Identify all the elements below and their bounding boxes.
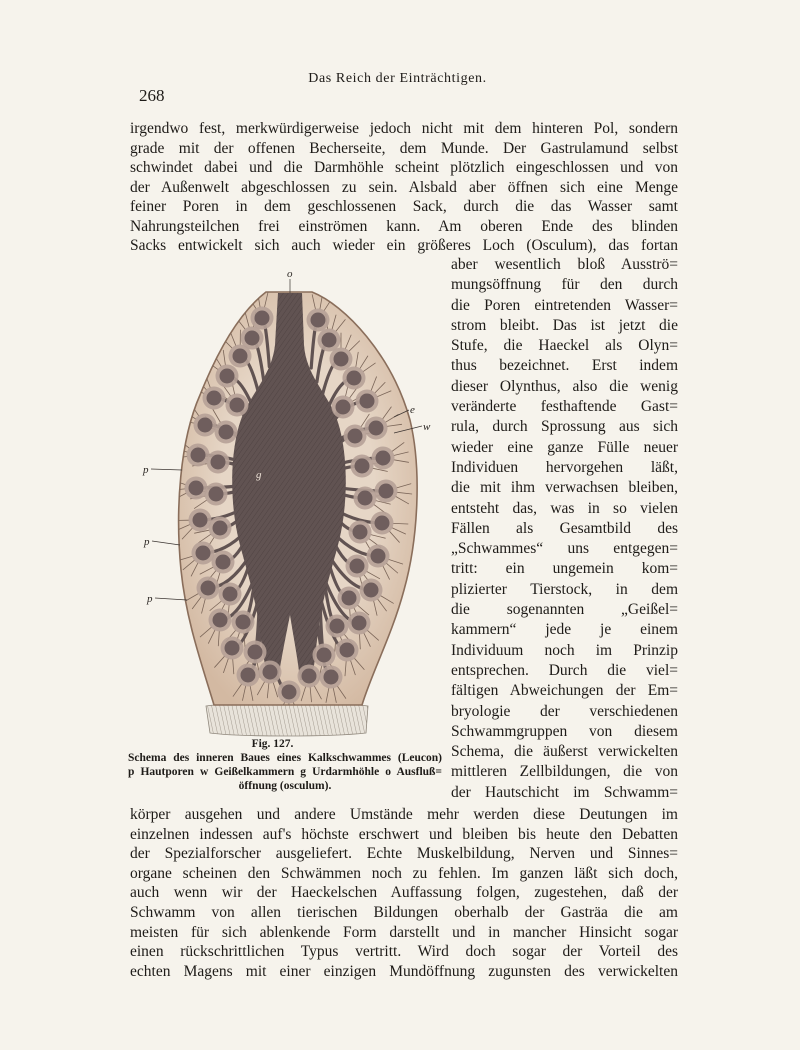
text-line: organe scheinen den Schwämmen noch zu fehlen. Im ganzen läßt sich doch,	[130, 864, 678, 882]
text-line: plizierter Tierstock, in dem	[451, 580, 678, 598]
flagellated-chamber	[352, 616, 367, 631]
flagellated-chamber	[263, 665, 278, 680]
flagellated-chamber	[336, 400, 351, 415]
text-line: Schema, die äußerst verwickelten	[451, 743, 678, 761]
text-line: Sacks entwickelt sich auch wieder ein größeres Loch (Osculum), das fortan	[130, 237, 678, 254]
flagellated-chamber	[207, 391, 222, 406]
flagellated-chamber	[334, 352, 349, 367]
text-line: irgendwo fest, merkwürdigerweise jedoch nicht mit dem hinteren Pol, sondern	[130, 120, 678, 137]
text-line: einen rückschrittlichen Typus vertritt. Wird doch sogar der Vorteil des	[130, 943, 678, 961]
text-line: bryologie der verschiedenen	[451, 702, 678, 720]
text-line: einzelnen indessen auf's höchste erschwert und bleiben bis heute den Debatten	[130, 825, 678, 843]
flagellated-chamber	[198, 418, 213, 433]
flagellated-chamber	[355, 459, 370, 474]
caption-line: Schema des inneren Baues eines Kalkschwammes (Leucon)	[128, 752, 442, 764]
flagellated-chamber	[376, 451, 391, 466]
flagellated-chamber	[216, 555, 231, 570]
flagellated-chamber	[201, 581, 216, 596]
text-line: tritt: ein ungemein kom=	[451, 560, 678, 578]
flagellated-chamber	[342, 591, 357, 606]
text-line: Schwammgruppen von diesem	[451, 722, 678, 740]
flagellated-chamber	[191, 448, 206, 463]
flagellated-chamber	[364, 583, 379, 598]
text-line: entsteht das, was in so vielen	[451, 499, 678, 517]
flagellated-chamber	[324, 670, 339, 685]
flagellated-chamber	[196, 546, 211, 561]
text-line: Fällen als Gesamtbild des	[451, 519, 678, 537]
flagellated-chamber	[213, 521, 228, 536]
text-line: veränderte festhaftende Gast=	[451, 398, 678, 416]
flagellated-chamber	[311, 313, 326, 328]
flagellated-chamber	[330, 619, 345, 634]
flagellated-chamber	[220, 369, 235, 384]
flagellated-chamber	[219, 425, 234, 440]
text-line: strom bleibt. Das ist jetzt die	[451, 316, 678, 334]
sponge-diagram	[130, 262, 442, 738]
text-line: Nahrungsteilchen frei einströmen kann. Am oberen Ende des blinden	[130, 217, 678, 235]
flagellated-chamber	[317, 648, 332, 663]
figure-caption	[128, 751, 442, 793]
leader-line	[151, 469, 182, 470]
text-line: auch wenn wir der Haeckelschen Auffassung folgen, zugestehen, daß der	[130, 884, 678, 902]
text-line: kammern“ jede je einem	[451, 621, 678, 639]
running-head: Das Reich der Einträchtigen.	[308, 71, 487, 86]
text-line: der Hautschicht im Schwamm=	[451, 783, 678, 801]
leader-line	[152, 541, 180, 545]
flagellated-chamber	[350, 559, 365, 574]
flagellated-chamber	[211, 455, 226, 470]
text-line: die mit ihm verwachsen bleiben,	[451, 479, 678, 497]
flagellated-chamber	[233, 349, 248, 364]
text-line: wieder eine ganze Fülle neuer	[451, 438, 678, 456]
flagellated-chamber	[347, 371, 362, 386]
text-line: grade mit der offenen Becherseite, dem Munde. Der Gastrulamund selbst	[130, 139, 678, 157]
flagellated-chamber	[236, 615, 251, 630]
paragraph-top	[130, 119, 678, 256]
sponge-base-texture	[206, 702, 368, 736]
flagellated-chamber	[230, 398, 245, 413]
flagellated-chamber	[189, 481, 204, 496]
text-line: „Schwammes“ uns entgegen=	[451, 540, 678, 558]
text-line: echten Magens mit einer einzigen Mundöffnung zugunsten des verwickelten	[130, 962, 678, 980]
text-line: feiner Poren in dem geschlossenen Sack, durch die das Wasser samt	[130, 198, 678, 215]
text-line: der Außenwelt abgeschlossen zu sein. Alsbald aber öffnen sich eine Menge	[130, 178, 678, 196]
label-p: p	[147, 593, 153, 605]
flagellated-chamber	[369, 421, 384, 436]
label-e: e	[410, 404, 415, 416]
flagellated-chamber	[302, 669, 317, 684]
flagellated-chamber	[209, 487, 224, 502]
flagellated-chamber	[375, 516, 390, 531]
label-p: p	[144, 536, 150, 548]
flagellated-chamber	[193, 513, 208, 528]
text-line: Schwamm von allen tierischen Bildungen oberhalb der Gasträa die am	[130, 903, 678, 921]
flagellated-chamber	[322, 333, 337, 348]
flagellated-chamber	[255, 311, 270, 326]
text-line: mittleren Zellbildungen, die von	[451, 763, 678, 781]
flagellated-chamber	[348, 429, 363, 444]
text-line: thus bezeichnet. Erst indem	[451, 357, 678, 375]
text-line: meisten für sich ablenkende Form darstellt und in mancher Hinsicht sogar	[130, 923, 678, 941]
flagellated-chamber	[353, 525, 368, 540]
caption-line: p Hautporen w Geißelkammern g Urdarmhöhle o Ausfluß=	[128, 766, 442, 778]
text-line: fältigen Abweichungen der Em=	[451, 682, 678, 700]
label-p: p	[143, 464, 149, 476]
text-line: Stufe, die Haeckel als Olyn=	[451, 337, 678, 355]
label-g: g	[256, 469, 262, 481]
text-line: der Spezialforscher ausgeliefert. Echte Muskelbildung, Nerven und Sinnes=	[130, 845, 678, 863]
text-line: körper ausgehen und andere Umstände mehr werden diese Deutungen im	[130, 806, 678, 823]
flagellated-chamber	[340, 643, 355, 658]
flagellated-chamber	[225, 641, 240, 656]
flagellated-chamber	[241, 668, 256, 683]
flagellated-chamber	[248, 645, 263, 660]
text-line: entsprechen. Durch die viel=	[451, 661, 678, 679]
text-line: schwindet dabei und die Darmhöhle scheint plötzlich eingeschlossen und von	[130, 159, 678, 176]
flagellated-chamber	[223, 587, 238, 602]
text-line: Individuum noch im Prinzip	[451, 641, 678, 659]
text-line: rula, durch Sprossung aus sich	[451, 418, 678, 436]
flagellated-chamber	[213, 613, 228, 628]
text-line: mungsöffnung für den durch	[451, 276, 678, 294]
text-column-right	[451, 255, 678, 803]
flagellated-chamber	[379, 484, 394, 499]
flagellated-chamber	[245, 331, 260, 346]
flagellated-chamber	[358, 491, 373, 506]
text-line: die Poren eintretenden Wasser=	[451, 296, 678, 314]
text-line: Individuen hervorgehen läßt,	[451, 458, 678, 476]
text-line: aber wesentlich bloß Ausströ=	[451, 256, 678, 273]
flagellated-chamber	[360, 394, 375, 409]
caption-line: öffnung (osculum).	[238, 780, 332, 792]
label-w: w	[423, 421, 431, 433]
text-line: die sogenannten „Geißel=	[451, 601, 678, 619]
leader-line	[155, 598, 187, 600]
page-number: 268	[139, 86, 165, 105]
paragraph-bottom	[130, 805, 678, 981]
label-o: o	[287, 268, 293, 280]
flagellated-chamber	[371, 549, 386, 564]
text-line: dieser Olynthus, also die wenig	[451, 377, 678, 395]
figure-number: Fig. 127.	[251, 738, 294, 750]
flagellated-chamber	[282, 685, 297, 700]
